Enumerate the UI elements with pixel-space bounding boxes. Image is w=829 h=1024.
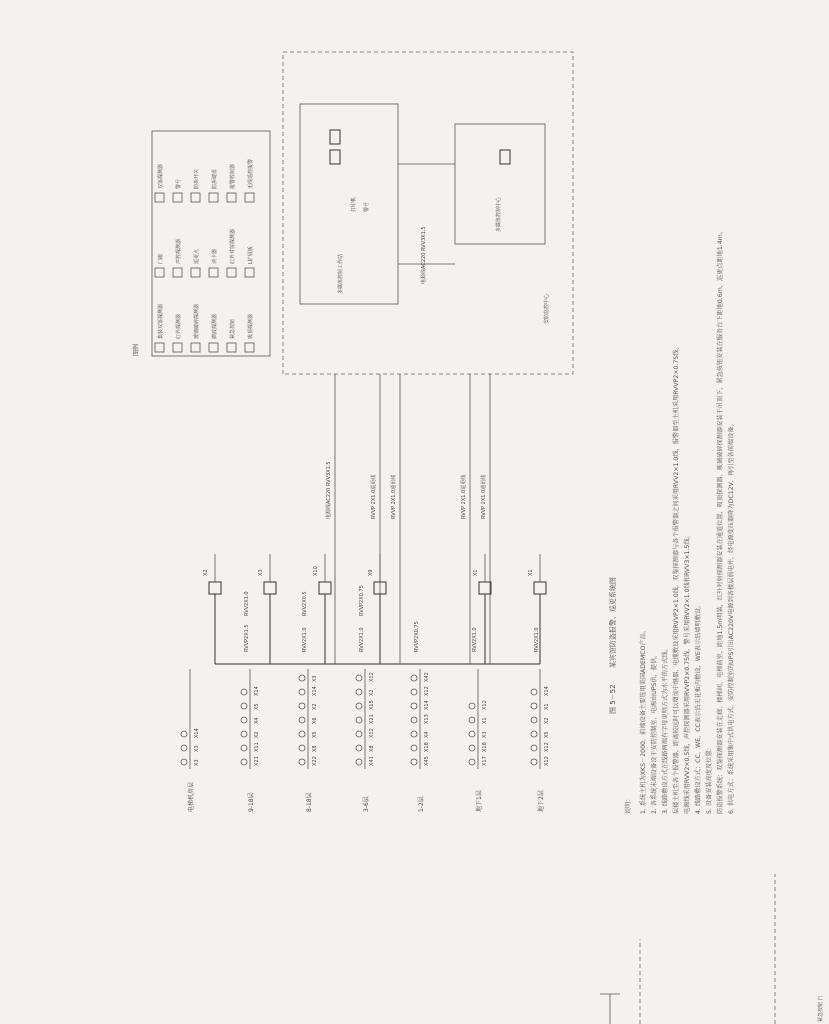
device-count: X41 [369, 756, 375, 766]
device-count: X18 [424, 742, 430, 752]
device-icon [299, 717, 305, 723]
device-icon [241, 731, 247, 737]
device-count: X2 [312, 703, 318, 710]
device-count: X1 [482, 717, 488, 724]
device-icon [299, 759, 305, 765]
legend-item-label: L扩展板 [248, 246, 254, 264]
cable-label: 电源线AC220 RVV3X1.5 [326, 461, 332, 519]
note-line: 5. 设备安装高度及位置： [706, 744, 713, 814]
device-icon [411, 759, 417, 765]
device-count: X3 [194, 759, 200, 766]
device-icon [299, 675, 305, 681]
device-icon [181, 731, 187, 737]
device-icon [241, 703, 247, 709]
device-icon [469, 731, 475, 737]
device-count: X11 [254, 742, 260, 752]
bus-label: X1 [528, 569, 534, 576]
boxed-z-icon [173, 193, 182, 202]
legend-item-label: 吸顶探测器 [248, 313, 254, 339]
trunk-lines [335, 374, 490, 664]
double-circle-icon [191, 268, 200, 277]
device-count: X12 [369, 672, 375, 682]
device-count: X45 [424, 756, 430, 766]
workstation-label: 多媒体控制工作站 [338, 253, 344, 294]
legend-item-label: 防拆开关 [194, 168, 200, 189]
figure-caption [608, 577, 617, 714]
device-icon [469, 745, 475, 751]
note-line: 2. 各系统末端设备设于安防控制室，电源由UPS供，提供。 [651, 651, 658, 814]
device-icon [241, 717, 247, 723]
bus-label: X10 [313, 566, 319, 576]
legend [132, 131, 270, 356]
legend-item-label: 报警控制器 [230, 163, 236, 189]
device-count: X5 [544, 731, 550, 738]
device-icon [241, 759, 247, 765]
device-icon [356, 745, 362, 751]
center-label: 多媒体控制中心 [496, 196, 502, 232]
floor-label: 8-18层 [306, 792, 313, 812]
device-count: X2 [369, 689, 375, 696]
bottom-bracket [600, 994, 620, 1024]
printer-icon [330, 130, 340, 144]
device-count: X6 [312, 717, 318, 724]
legend-item-label: 无线遥控报警 [248, 158, 254, 189]
legend-heading: 图例 [133, 343, 140, 356]
device-icon [356, 717, 362, 723]
legend-item-label: 警号 [176, 178, 182, 189]
bus-module-icon [534, 582, 546, 594]
boxed-x-icon [191, 343, 200, 352]
device-icon [469, 759, 475, 765]
device-count: X3 [312, 675, 318, 682]
note-line: 3. 线路敷设方式在线路两端有字母说明方式为水平的方式线。 [662, 645, 669, 814]
boxed-triangle-2-icon [227, 193, 236, 202]
circle-icon [155, 268, 164, 277]
triangle-icon [173, 343, 182, 352]
legend-item-label: 声控探测器 [176, 238, 182, 264]
legend-item-label: 读卡器 [212, 248, 218, 264]
device-count: X14 [312, 686, 318, 696]
boxed-l-icon [245, 268, 254, 277]
device-count: X15 [369, 700, 375, 710]
device-count: X12 [369, 728, 375, 738]
bus-module-icon [319, 582, 331, 594]
boxed-icon [173, 268, 182, 277]
bus-risers [203, 554, 546, 664]
device-icon [531, 731, 537, 737]
device-icon [411, 745, 417, 751]
legend-item-label: 玻璃破碎探测器 [194, 303, 200, 339]
device-icon [299, 731, 305, 737]
room-label: 安防监控中心 [544, 293, 550, 324]
device-icon [469, 717, 475, 723]
floor-label: 地下1层 [476, 790, 483, 812]
floor-label: 3-6层 [363, 796, 370, 812]
device-count: X3 [482, 731, 488, 738]
device-icon [411, 703, 417, 709]
note-line: 1. 系统主机为XKS－2000，前端设备主要选用美国ADEMCO产品。 [640, 626, 647, 814]
device-count: X3 [194, 745, 200, 752]
line-mark: RVV2X1.0 [359, 627, 365, 652]
triangle-a-icon [209, 193, 218, 202]
device-icon [299, 703, 305, 709]
device-count: X4 [424, 731, 430, 738]
note-line: 层楼主机至各个报警器，距离较远时可以增加中继器，电缆敷设采用RVVP2×1.0线，双鉴探测器与各个报警器之间采用RVV2×1.0线，报警器至主机采用RVVP2×0.75线。 [673, 343, 680, 814]
device-count: X2 [254, 731, 260, 738]
device-count: X2 [544, 717, 550, 724]
caption-title: 某宾馆防盗报警、巡更系统图 [609, 577, 617, 669]
device-icon [531, 759, 537, 765]
bus-module-icon [209, 582, 221, 594]
legend-item-label: 门磁 [158, 253, 164, 264]
corner-fragment: 紧急按钮 门 [818, 995, 824, 1022]
device-count: X13 [424, 714, 430, 724]
note-line: 电源线采用RVV2×0.5线，声控探测器采用RVVP2×0.75线，警号采用RVV2×1.0线和RVV3×1.5线。 [684, 532, 691, 814]
device-icon [241, 745, 247, 751]
device-icon [531, 717, 537, 723]
device-icon [411, 675, 417, 681]
device-icon [299, 745, 305, 751]
square-x-icon [209, 343, 218, 352]
square-ring-icon [155, 343, 164, 352]
cable-label: RVVP 2X1.0巡更线 [461, 474, 467, 519]
cable-label: RVVP 2X1.0巡更线 [371, 474, 377, 519]
circle-j-icon [227, 343, 236, 352]
device-count: X18 [482, 742, 488, 752]
alarm-label: 警号 [364, 201, 370, 212]
notes-heading: 说明： [625, 795, 632, 814]
line-mark: RVVP2X0.75 [359, 585, 365, 616]
device-icon [411, 689, 417, 695]
bus-label: X2 [203, 569, 209, 576]
control-room [283, 52, 573, 374]
device-icon [356, 731, 362, 737]
device-icon [411, 731, 417, 737]
floor-rows [181, 585, 550, 812]
device-icon [356, 689, 362, 695]
line-mark: RVVP2X1.5 [244, 624, 250, 652]
legend-item-label: 红外对射探测器 [230, 228, 236, 264]
legend-item-label: 集装双鉴探测器 [158, 303, 164, 339]
device-count: X21 [369, 714, 375, 724]
device-icon [531, 689, 537, 695]
device-icon [356, 703, 362, 709]
device-icon [469, 703, 475, 709]
monitor-icon [500, 150, 510, 164]
device-count: X22 [312, 756, 318, 766]
notes [624, 228, 735, 814]
trunk-cables [325, 374, 490, 664]
device-count: X42 [424, 672, 430, 682]
boxed-triangle-icon [245, 343, 254, 352]
floor-label: 地下2层 [538, 790, 545, 812]
floor-label: 1-2层 [418, 796, 425, 812]
device-count: X8 [369, 745, 375, 752]
square-icon [209, 268, 218, 277]
note-line: 6. 供电方式：系统采用集中式供电方式，安防控制室的UPS引出AC220V电源到各楼层弱电井，经电源变压器降为DC12V，再引至各前端设备。 [728, 420, 735, 814]
device-icon [181, 759, 187, 765]
device-count: X1 [544, 703, 550, 710]
legend-item-label: 红外探测器 [176, 313, 182, 339]
legend-item-label: 双鉴探测器 [158, 163, 164, 189]
device-count: X14 [424, 700, 430, 710]
device-icon [299, 689, 305, 695]
control-room-frame [283, 52, 573, 374]
device-count: X12 [544, 742, 550, 752]
device-count: X14 [544, 686, 550, 696]
device-icon [181, 745, 187, 751]
power-label: 电源线AC220 RVV3X1.5 [421, 226, 427, 284]
note-line: 4. 线路敷设方式：CC、WE，CC表示沿天花板内敷设，WE表示沿墙明敷设。 [695, 601, 702, 814]
line-mark: RVVP2X0.75 [414, 621, 420, 652]
line-mark: RVV2X0.5 [302, 591, 308, 616]
device-icon [411, 717, 417, 723]
bus-label: X3 [258, 569, 264, 576]
bus-label: X9 [368, 569, 374, 576]
caption-number: 图 5－52 [609, 684, 617, 714]
line-mark: RVV2X1.0 [472, 627, 478, 652]
legend-item-label: 防拆键盘 [212, 168, 218, 189]
bus-module-icon [479, 582, 491, 594]
device-count: X12 [544, 756, 550, 766]
device-count: X5 [254, 703, 260, 710]
legend-item-label: 巡更点 [194, 248, 200, 264]
floor-label: 电梯机房层 [188, 781, 195, 812]
device-count: X14 [254, 686, 260, 696]
pc-icon [330, 150, 340, 164]
diamond-outline-icon [191, 193, 200, 202]
bus-module-icon [264, 582, 276, 594]
cable-label: RVVP 2X1.0通讯线 [391, 474, 397, 519]
device-count: X14 [194, 728, 200, 738]
workstation-box [300, 104, 398, 304]
device-count: X12 [424, 686, 430, 696]
diamond-icon [227, 268, 236, 277]
device-count: X17 [482, 756, 488, 766]
boxed-bar-icon [245, 193, 254, 202]
line-mark: RVV2X1.0 [302, 627, 308, 652]
device-count: X12 [482, 700, 488, 710]
cable-label: RVVP 2X1.0通讯线 [481, 474, 487, 519]
device-count: X5 [312, 731, 318, 738]
device-icon [241, 689, 247, 695]
note-line: 防盗报警系统：双鉴探测器安装在走廊、楼梯间、电梯前室，距地1.5m明装，红外对射探测器安装在通道位置，吸顶探测器、玻璃破碎探测器安装于吊顶下，紧急按钮安装在服务台下距地0.6m，巡更点距地1.4m。 [717, 228, 724, 814]
device-icon [356, 759, 362, 765]
bus-label: X1 [473, 569, 479, 576]
device-icon [531, 745, 537, 751]
line-mark: RVV2X1.0 [534, 627, 540, 652]
device-count: X8 [312, 745, 318, 752]
legend-item-label: 微波探测器 [212, 313, 218, 339]
legend-item-label: 紧急按钮 [230, 318, 236, 339]
device-icon [356, 675, 362, 681]
floor-label: 9-18层 [248, 792, 255, 812]
printer-label: 打印机 [351, 196, 357, 212]
bottom-dashed-lines [640, 874, 775, 1024]
device-icon [531, 703, 537, 709]
device-count: X4 [254, 717, 260, 724]
device-count: X21 [254, 756, 260, 766]
line-mark: RVV2X1.0 [244, 591, 250, 616]
diamond-double-icon [155, 193, 164, 202]
